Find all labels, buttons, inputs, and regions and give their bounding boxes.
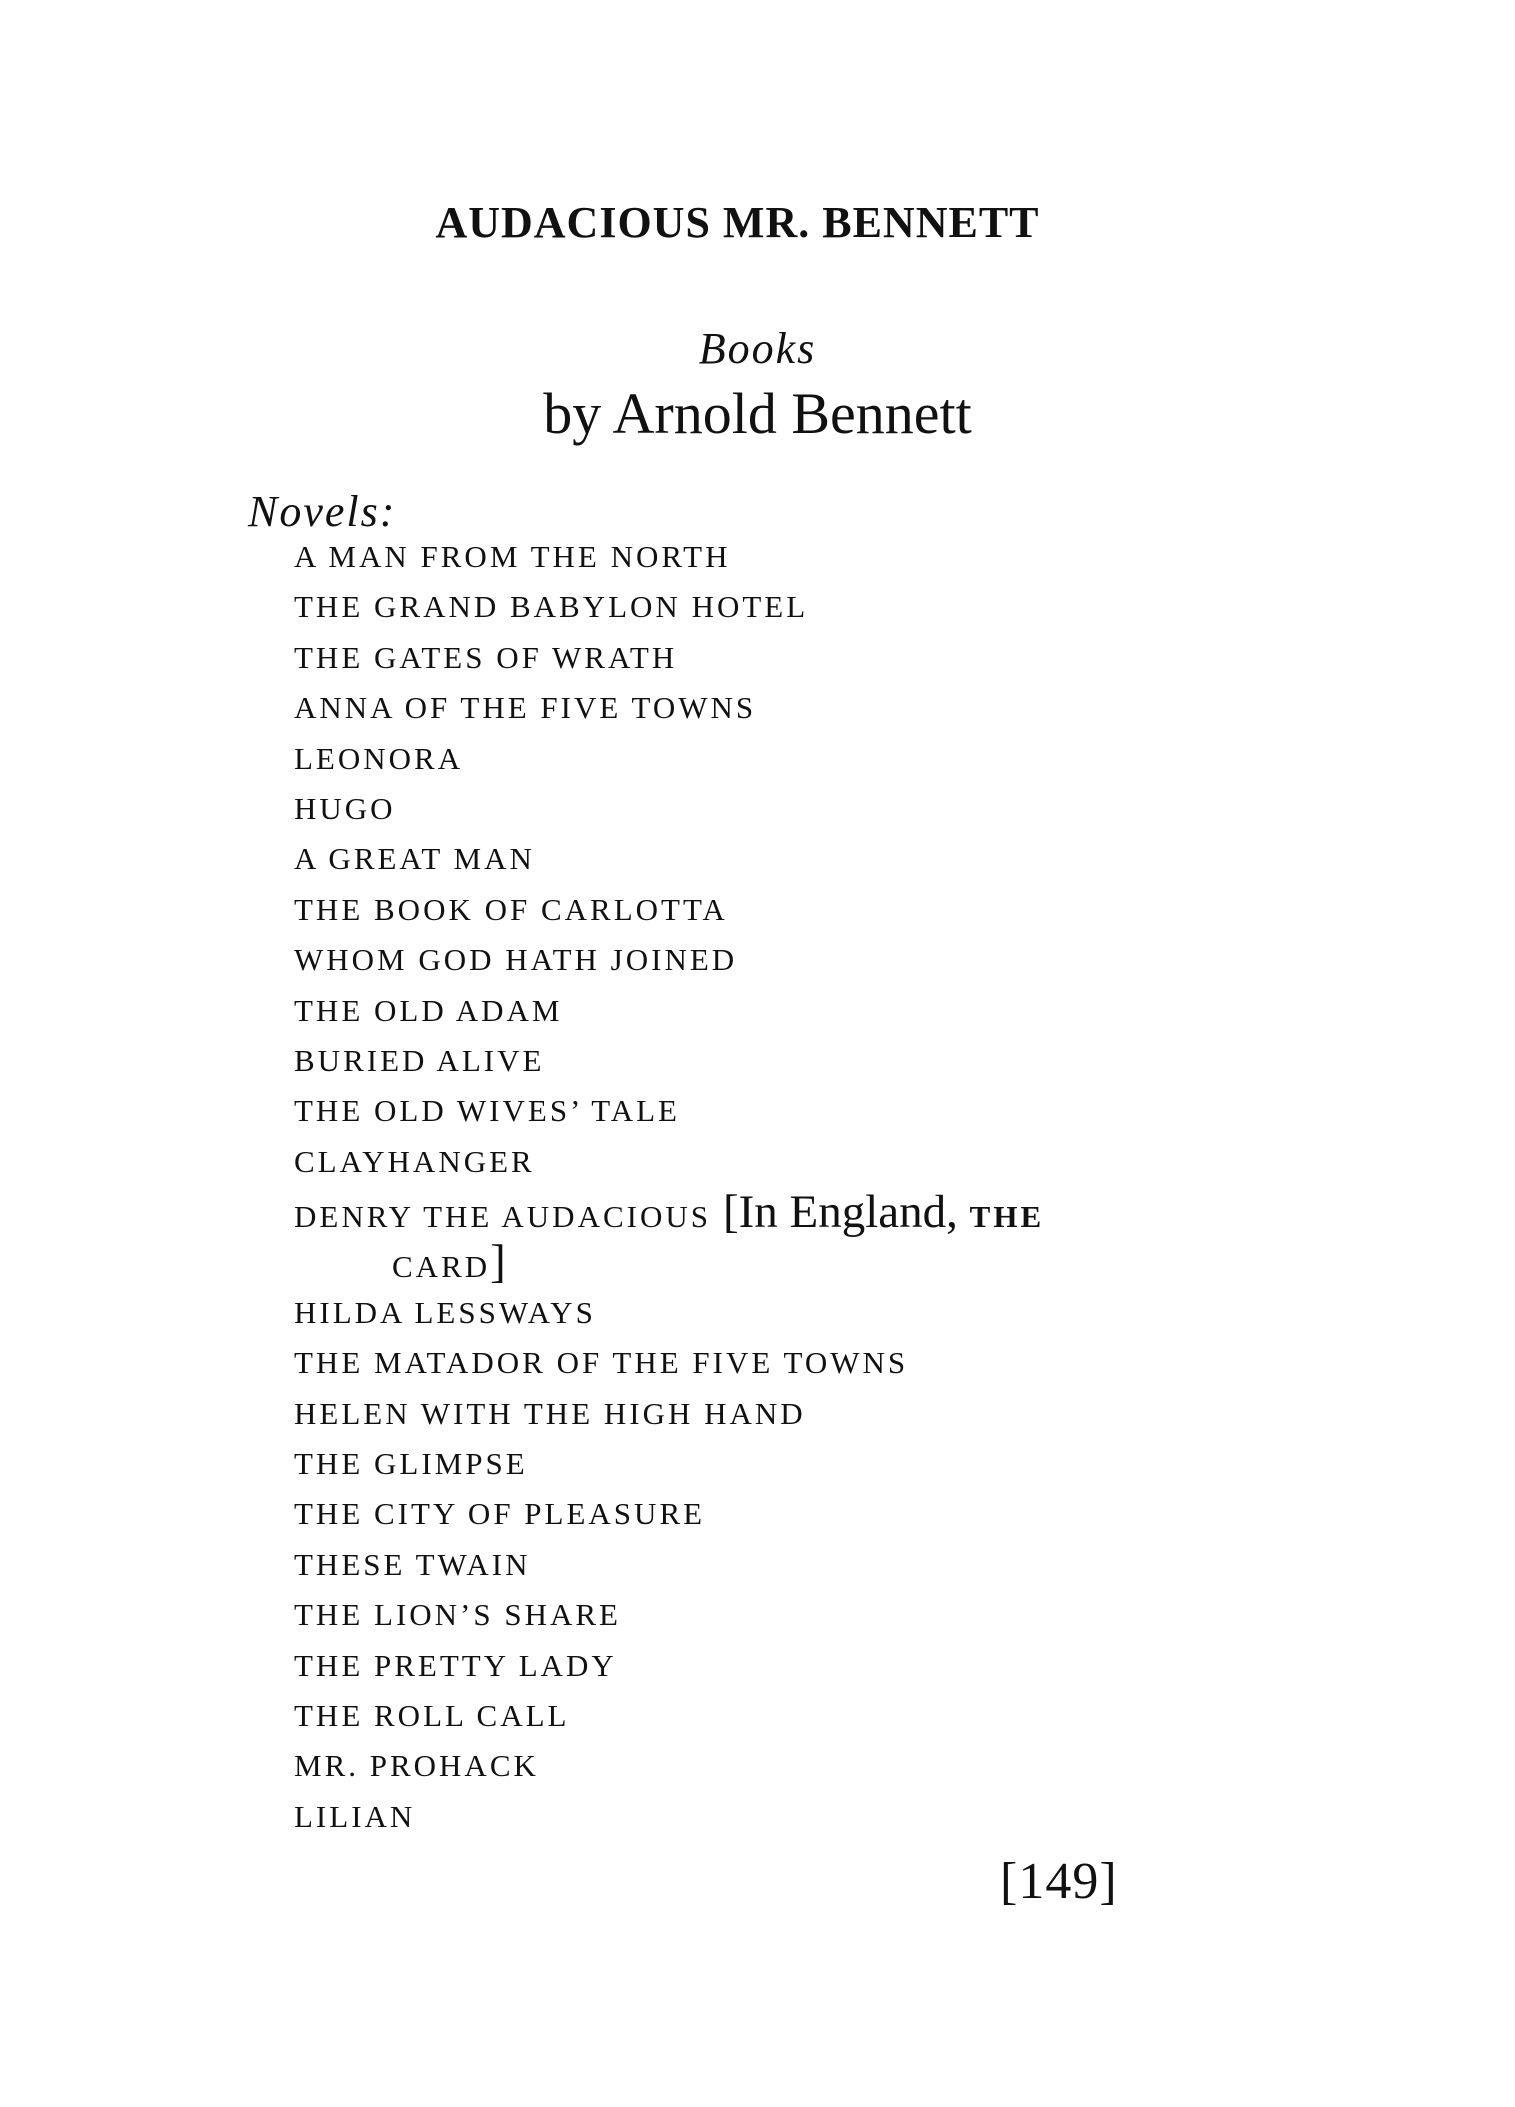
novel-item: THE BOOK OF CARLOTTA [294, 891, 728, 927]
section-heading-novels: Novels: [248, 487, 397, 536]
novel-item: MR. PROHACK [294, 1748, 539, 1784]
novel-item: THE PRETTY LADY [294, 1647, 617, 1683]
books-label: Books [698, 324, 817, 373]
novel-item: HELEN WITH THE HIGH HAND [294, 1395, 806, 1431]
novel-item: HUGO [294, 790, 396, 826]
novel-item: THE GATES OF WRATH [294, 639, 678, 675]
note-card: CARD [392, 1249, 491, 1285]
novel-item: LILIAN [294, 1798, 416, 1834]
note-close: ] [490, 1236, 506, 1289]
novel-item: THE OLD WIVES’ TALE [294, 1093, 680, 1129]
novel-item: THE OLD ADAM [294, 992, 563, 1028]
novel-title-denry: DENRY THE AUDACIOUS [294, 1199, 711, 1235]
novel-item: WHOM GOD HATH JOINED [294, 942, 738, 978]
novel-item: THE GLIMPSE [294, 1446, 528, 1482]
novel-item: BURIED ALIVE [294, 1042, 545, 1078]
english-title-note [723, 1186, 1044, 1238]
page-number: [149] [1000, 1853, 1118, 1910]
byline: by Arnold Bennett [543, 381, 972, 446]
note-the: THE [969, 1199, 1045, 1235]
novel-item-continuation [294, 1237, 1044, 1287]
novel-item: A MAN FROM THE NORTH [294, 539, 731, 574]
novel-item: THE GRAND BABYLON HOTEL [294, 589, 809, 625]
novels-list [294, 532, 1044, 1842]
novel-item: THE MATADOR OF THE FIVE TOWNS [294, 1345, 909, 1381]
running-head: AUDACIOUS MR. BENNETT [435, 198, 1040, 247]
novel-item-denry [294, 1187, 1044, 1237]
novel-item: THESE TWAIN [294, 1546, 531, 1582]
novel-item: CLAYHANGER [294, 1143, 535, 1179]
novel-item: THE LION’S SHARE [294, 1597, 621, 1633]
novel-item: THE ROLL CALL [294, 1697, 570, 1733]
novel-item: A GREAT MAN [294, 841, 535, 877]
novel-item: HILDA LESSWAYS [294, 1294, 596, 1330]
novel-item: THE CITY OF PLEASURE [294, 1496, 706, 1532]
note-open: [In England, [722, 1186, 958, 1239]
novel-item: ANNA OF THE FIVE TOWNS [294, 690, 757, 726]
novel-item: LEONORA [294, 740, 464, 776]
